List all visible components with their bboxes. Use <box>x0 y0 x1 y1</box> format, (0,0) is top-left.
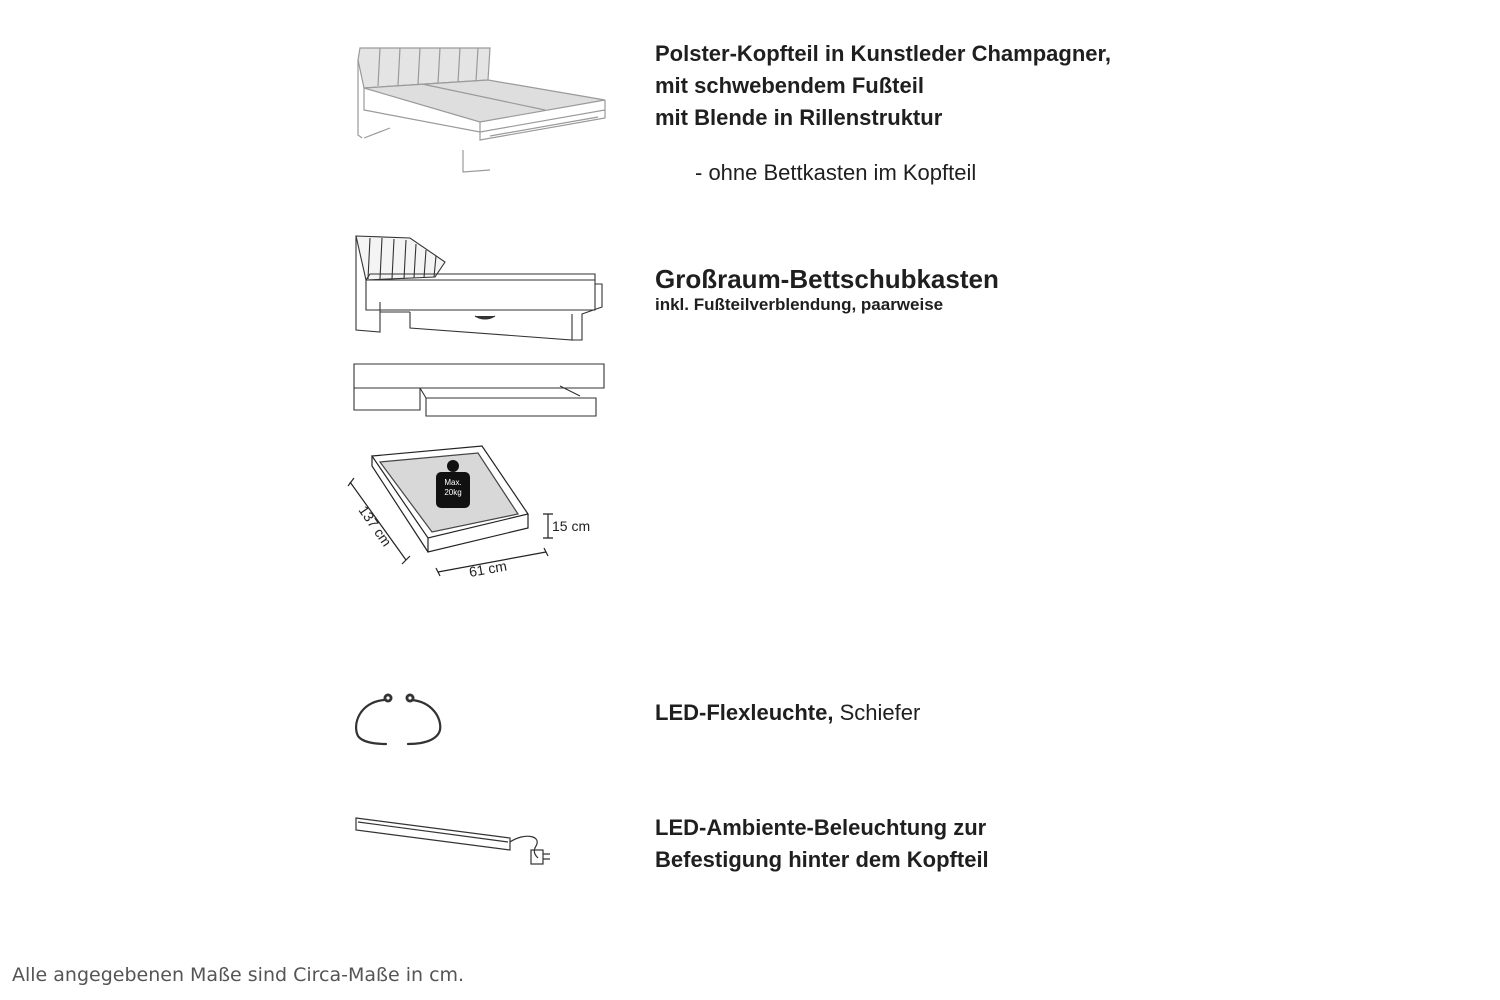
bed-title-line3: mit Blende in Rillenstruktur <box>655 105 943 130</box>
weight-label-line1: Max. <box>444 478 462 487</box>
bed-illustration <box>350 40 615 180</box>
weight-label-line2: 20kg <box>444 488 462 497</box>
flexlight-title <box>655 698 920 728</box>
ambient-title-line2: Befestigung hinter dem Kopfteil <box>655 847 989 872</box>
led-ambient-strip-illustration <box>350 812 560 872</box>
drawer-title: Großraum-Bettschubkasten <box>655 264 999 294</box>
drawer-dimensions-diagram <box>340 440 620 590</box>
drawer-subtitle: inkl. Fußteilverblendung, paarweise <box>655 295 944 314</box>
dim-height-label: 15 cm <box>552 518 591 534</box>
dim-depth-label: 137 cm <box>355 502 395 550</box>
footer-note: Alle angegebenen Maße sind Circa-Maße in cm. <box>12 964 465 986</box>
bed-side-view <box>350 232 610 344</box>
led-flexlight-illustration <box>350 688 450 752</box>
ambient-title-line1: LED-Ambiente-Beleuchtung zur <box>655 815 987 840</box>
bed-title-line1: Polster-Kopfteil in Kunstleder Champagner, <box>655 41 1111 66</box>
dim-width-label: 61 cm <box>467 557 509 580</box>
bed-title-line2: mit schwebendem Fußteil <box>655 73 924 98</box>
flexlight-title-bold: LED-Flexleuchte, <box>655 700 834 725</box>
bed-note: - ohne Bettkasten im Kopfteil <box>695 160 977 185</box>
drawer-profile <box>350 358 610 420</box>
flexlight-title-plain: Schiefer <box>839 700 921 725</box>
